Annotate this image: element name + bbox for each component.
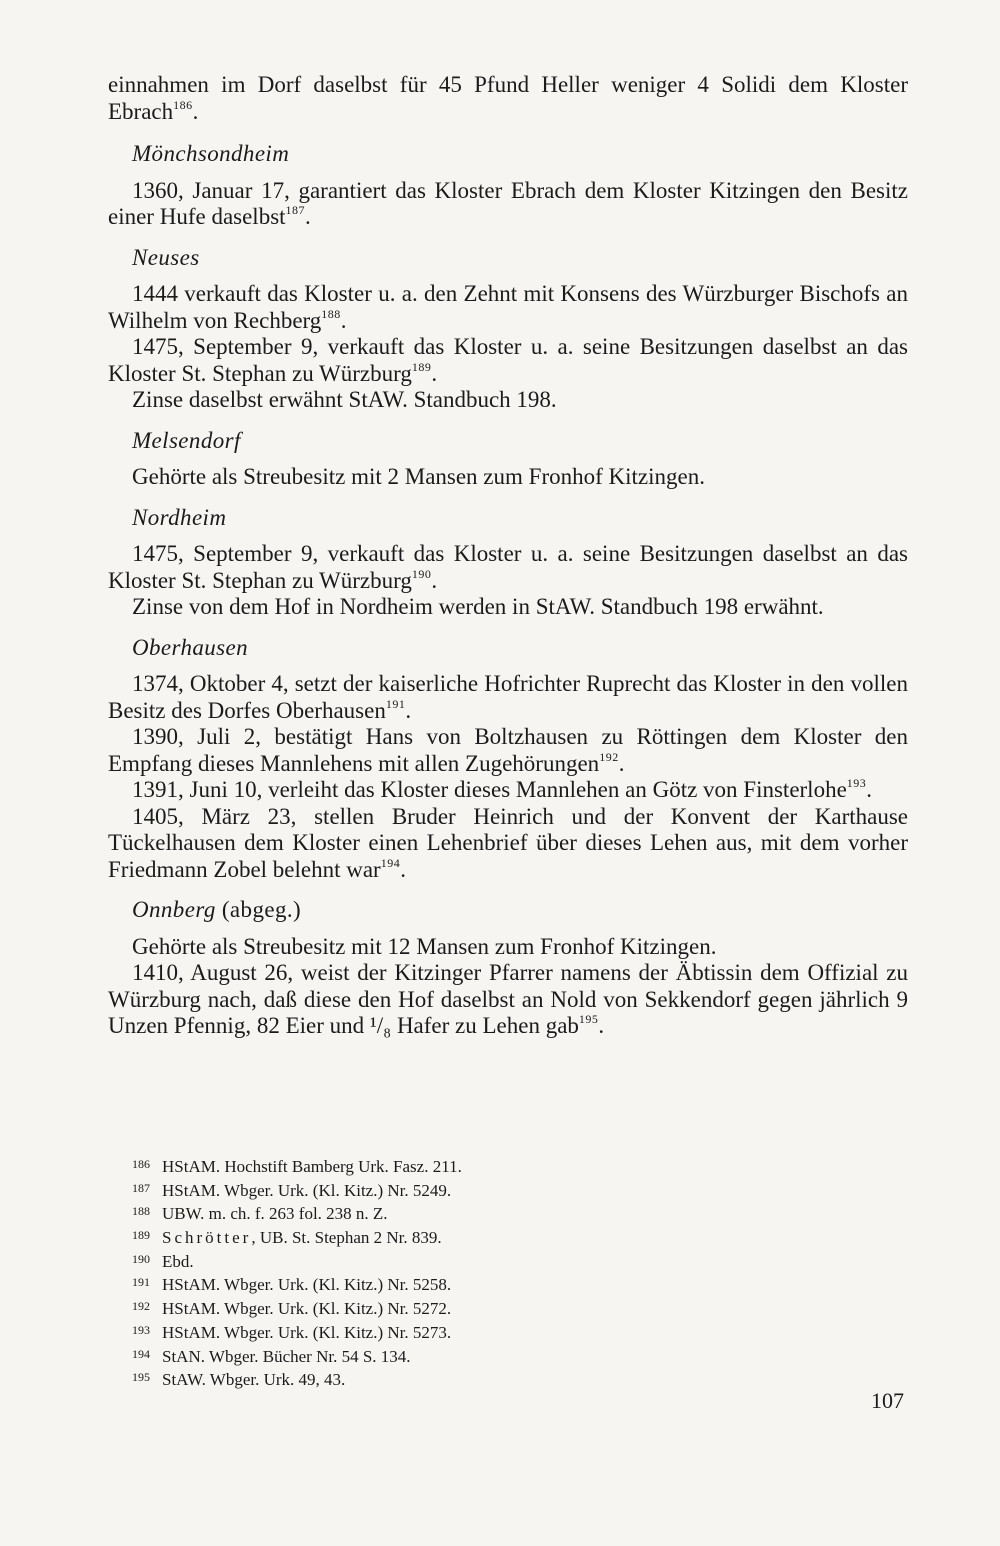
- paragraph-onnberg-2: 1410, August 26, weist der Kitzinger Pfarrer namens der Äbtissin dem Offizial zu Würzburg nach, daß diese den Hof daselbst an Nold von Sekkendorf gegen jährlich 9 Unzen Pfennig, 82 Eier und ¹/₈ Hafer zu Lehen gab$^{195}$.: [108, 960, 908, 1038]
- footnote: [132, 1344, 832, 1368]
- paragraph-onnberg-1: Gehörte als Streubesitz mit 12 Mansen zum Fronhof Kitzingen.: [132, 933, 717, 959]
- heading-text: Onnberg: [132, 897, 216, 922]
- paragraph-text: 1390, Juli 2, bestätigt Hans von Boltzhausen zu Röttingen dem Kloster den Empfang dieses Mannlehens mit allen Zugehörungen: [108, 724, 908, 776]
- paragraph-text: 1444 verkauft das Kloster u. a. den Zehnt mit Konsens des Würzburger Bischofs an Wilhelm von Rechberg: [108, 281, 908, 333]
- paragraph-neuses-3: Zinse daselbst erwähnt StAW. Standbuch 198.: [132, 387, 557, 412]
- footnote-number: 186: [132, 1157, 150, 1171]
- paragraph-melsendorf: Gehörte als Streubesitz mit 2 Mansen zum Fronhof Kitzingen.: [132, 464, 705, 489]
- paragraph-neuses-1: 1444 verkauft das Kloster u. a. den Zehnt mit Konsens des Würzburger Bischofs an Wilhelm von Rechberg$^{188}$.: [108, 281, 908, 333]
- section-heading-onnberg: [132, 897, 908, 924]
- footnote-text: Ebd.: [162, 1251, 194, 1271]
- footnote-text: HStAM. Wbger. Urk. (Kl. Kitz.) Nr. 5258.: [162, 1275, 452, 1295]
- footnote-ref: 195: [578, 1011, 599, 1026]
- footnote: [132, 1272, 832, 1296]
- paragraph-text: 1475, September 9, verkauft das Kloster u. a. seine Besitzungen daselbst an das Kloster St. Stephan zu Würzburg: [108, 541, 908, 593]
- footnote-ref: 187: [285, 202, 306, 217]
- footnotes: [132, 1154, 832, 1391]
- paragraph-text: 1475, September 9, verkauft das Kloster u. a. seine Besitzungen daselbst an das Kloster St. Stephan zu Würzburg: [108, 334, 908, 386]
- section-heading-oberhausen: Oberhausen: [132, 634, 249, 660]
- footnote-text: HStAM. Wbger. Urk. (Kl. Kitz.) Nr. 5273.: [162, 1323, 452, 1342]
- footnote: [132, 1225, 832, 1249]
- footnote-ref: 189: [411, 359, 432, 374]
- page-number: 107: [871, 1388, 904, 1413]
- paragraph-neuses-2: 1475, September 9, verkauft das Kloster u. a. seine Besitzungen daselbst an das Kloster St. Stephan zu Würzburg$^{189}$.: [108, 334, 908, 386]
- footnote-text: , UB. St. Stephan 2 Nr. 839.: [251, 1228, 442, 1248]
- footnote-number: 192: [132, 1299, 150, 1314]
- paragraph-moenchsondheim: 1360, Januar 17, garantiert das Kloster Ebrach dem Kloster Kitzingen den Besitz einer Hufe daselbst$^{187}$.: [108, 177, 908, 229]
- footnote-text: StAW. Wbger. Urk. 49, 43.: [162, 1370, 346, 1390]
- footnote-number: 195: [132, 1370, 150, 1385]
- footnote-number: 188: [132, 1204, 150, 1219]
- footnote-number: 191: [132, 1275, 150, 1290]
- paragraph-oberhausen-2: 1390, Juli 2, bestätigt Hans von Boltzhausen zu Röttingen dem Kloster den Empfang dieses Mannlehens mit allen Zugehörungen$^{192}$.: [108, 724, 908, 776]
- footnote-text: HStAM. Wbger. Urk. (Kl. Kitz.) Nr. 5249.: [162, 1180, 452, 1200]
- paragraph-text: 1410, August 26, weist der Kitzinger Pfarrer namens der Äbtissin dem Offizial zu Würzburg nach, daß diese den Hof daselbst an Nold von Sekkendorf gegen jährlich 9 Unzen Pfennig, 82 Eier und ¹/₈ Hafer zu Lehen gab: [108, 960, 908, 1038]
- paragraph-intro: einnahmen im Dorf daselbst für 45 Pfund Heller weniger 4 Solidi dem Kloster Ebrach$^{186}$.: [108, 72, 908, 124]
- footnote-author: Schrötter: [162, 1228, 252, 1248]
- paragraph-oberhausen-3: 1391, Juni 10, verleiht das Kloster dieses Mannlehen an Götz von Finsterlohe$^{193}$.: [132, 775, 873, 802]
- footnote-ref: 188: [321, 306, 341, 321]
- paragraph-text: einnahmen im Dorf daselbst für 45 Pfund Heller weniger 4 Solidi dem Kloster Ebrach: [108, 72, 908, 124]
- footnote-number: 194: [132, 1346, 150, 1361]
- footnote: [132, 1201, 832, 1225]
- section-heading-moenchsondheim: Mönchsondheim: [132, 141, 290, 166]
- paragraph-nordheim-2: Zinse von dem Hof in Nordheim werden in StAW. Standbuch 198 erwähnt.: [132, 594, 824, 619]
- paragraph-text: 1391, Juni 10, verleiht das Kloster dieses Mannlehen an Götz von Finsterlohe: [132, 777, 847, 802]
- paragraph-text: 1374, Oktober 4, setzt der kaiserliche Hofrichter Ruprecht das Kloster in den vollen Besitz des Dorfes Oberhausen: [108, 671, 908, 723]
- footnote-ref: 190: [411, 566, 432, 581]
- section-heading-neuses: Neuses: [132, 244, 200, 270]
- main-text: [108, 72, 908, 1040]
- footnote-text: StAN. Wbger. Bücher Nr. 54 S. 134.: [162, 1346, 411, 1366]
- paragraph-oberhausen-1: 1374, Oktober 4, setzt der kaiserliche Hofrichter Ruprecht das Kloster in den vollen Besitz des Dorfes Oberhausen$^{191}$.: [108, 671, 908, 723]
- footnote-text: UBW. m. ch. f. 263 fol. 238 n. Z.: [162, 1204, 388, 1224]
- footnote-text: HStAM. Wbger. Urk. (Kl. Kitz.) Nr. 5272.: [162, 1299, 452, 1319]
- footnote-ref: 186: [173, 97, 193, 112]
- footnote-ref: 191: [385, 696, 406, 711]
- footnote: [132, 1249, 832, 1273]
- footnote-number: 189: [132, 1228, 150, 1243]
- footnote-number: 190: [132, 1251, 150, 1266]
- paragraph-oberhausen-4: 1405, März 23, stellen Bruder Heinrich und der Konvent der Karthause Tückelhausen dem Kloster einen Lehenbrief über dieses Lehen aus, mit dem vorher Friedmann Zobel belehnt war$^{194}$.: [108, 803, 908, 882]
- heading-note: (abgeg.): [221, 897, 302, 922]
- footnote-number: 187: [132, 1180, 150, 1195]
- footnote-text: HStAM. Hochstift Bamberg Urk. Fasz. 211.: [162, 1157, 462, 1177]
- footnote: [132, 1154, 832, 1178]
- paragraph-text: 1360, Januar 17, garantiert das Kloster Ebrach dem Kloster Kitzingen den Besitz einer Hufe daselbst: [108, 177, 908, 229]
- paragraph-nordheim-1: 1475, September 9, verkauft das Kloster u. a. seine Besitzungen daselbst an das Kloster St. Stephan zu Würzburg$^{190}$.: [108, 541, 908, 593]
- footnote: [132, 1320, 832, 1344]
- footnote: [132, 1296, 832, 1320]
- footnote-number: 193: [132, 1322, 150, 1337]
- footnote-ref: 193: [846, 775, 867, 790]
- footnote-ref: 194: [380, 855, 401, 870]
- footnote: [132, 1178, 832, 1202]
- footnote-ref: 192: [599, 749, 619, 764]
- footnote: [132, 1367, 832, 1391]
- section-heading-nordheim: Nordheim: [132, 504, 227, 530]
- section-heading-melsendorf: Melsendorf: [132, 427, 241, 453]
- paragraph-text: 1405, März 23, stellen Bruder Heinrich und der Konvent der Karthause Tückelhausen dem Kloster einen Lehenbrief über dieses Lehen aus, mit dem vorher Friedmann Zobel belehnt war: [108, 803, 908, 882]
